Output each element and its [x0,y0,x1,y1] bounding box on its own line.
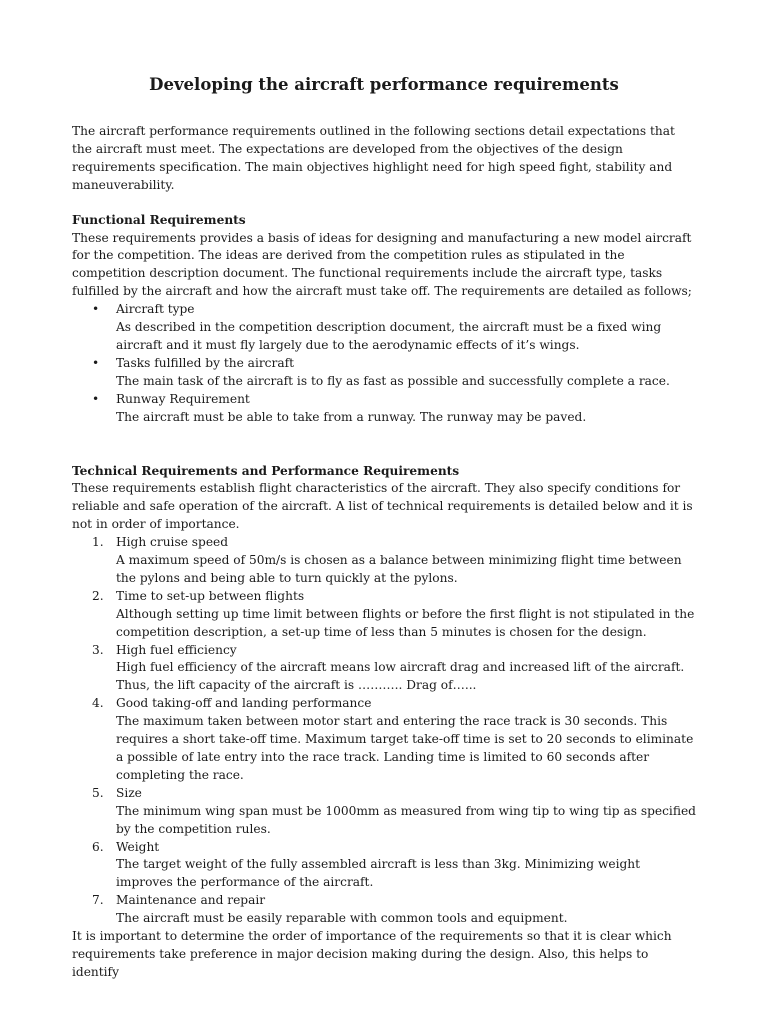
list-number: 7. [92,893,104,908]
functional-requirements-section [72,212,696,427]
list-number: 3. [92,642,104,657]
list-number: 1. [92,535,104,550]
technical-paragraph: These requirements establish flight characteristics of the aircraft. They also specify conditions for reliable and safe operation of the aircraft. A list of technical requirements is detailed below and it is not in order of importance. [72,481,693,532]
list-item [72,391,696,427]
list-item-description: The main task of the aircraft is to fly as fast as possible and successfully complete a race. [116,373,670,388]
technical-list [72,534,696,928]
page-title: Developing the aircraft performance requirements [149,75,619,94]
list-number: 4. [92,696,104,711]
list-item-label: High cruise speed [116,535,229,550]
list-item-label: Weight [116,839,160,854]
list-item [72,588,696,642]
list-item-label: Good taking-off and landing performance [116,696,372,711]
functional-paragraph: These requirements provides a basis of ideas for designing and manufacturing a new model aircraft for the competition. The ideas are derived from the competition rules as stipulated in the competition description document. The functional requirements include the aircraft type, tasks fulfilled by the aircraft and how the aircraft must take off. The requirements are detailed as follows; [72,230,692,299]
list-item [72,355,696,391]
list-item-label: Size [116,785,142,800]
list-item-description: Although setting up time limit between flights or before the first flight is not stipulated in the competition description, a set-up time of less than 5 minutes is chosen for the design. [116,606,695,639]
list-number: 2. [92,588,104,603]
functional-heading: Functional Requirements [72,212,246,227]
list-item-label: Aircraft type [116,302,195,317]
list-item [72,534,696,588]
list-item-label: Maintenance and repair [116,893,266,908]
list-item-label: Runway Requirement [116,391,250,406]
bullet-marker: • [92,302,100,317]
section-spacer [72,427,696,463]
list-item [72,839,696,893]
list-item-description: High fuel efficiency of the aircraft means low aircraft drag and increased lift of the aircraft. Thus, the lift capacity of the aircraft is ……….. Drag of…... [116,660,685,693]
list-item-description: The maximum taken between motor start and entering the race track is 30 seconds. This requires a short take-off time. Maximum target take-off time is set to 20 seconds to eliminate a possible of late entry into the race track. Landing time is limited to 60 seconds after completing the race. [116,714,694,782]
list-number: 5. [92,785,104,800]
list-item-label: Tasks fulfilled by the aircraft [116,355,294,370]
list-item-description: The target weight of the fully assembled aircraft is less than 3kg. Minimizing weight improves the performance of the aircraft. [116,857,641,890]
list-item-description: The aircraft must be easily reparable with common tools and equipment. [116,911,568,926]
technical-heading: Technical Requirements and Performance Requirements [72,463,460,478]
list-item [72,695,696,785]
list-item-description: The minimum wing span must be 1000mm as measured from wing tip to wing tip as specified by the competition rules. [116,803,696,836]
list-item [72,642,696,696]
list-item [72,301,696,355]
technical-requirements-section [72,463,696,982]
list-item [72,892,696,928]
list-item [72,785,696,839]
intro-paragraph: The aircraft performance requirements outlined in the following sections detail expectations that the aircraft must meet. The expectations are developed from the objectives of the design requirements specification. The main objectives highlight need for high speed fight, stability and maneuverability. [72,124,675,192]
list-item-label: High fuel efficiency [116,642,237,657]
list-item-description: A maximum speed of 50m/s is chosen as a balance between minimizing flight time between the pylons and being able to turn quickly at the pylons. [116,553,682,585]
list-item-label: Time to set-up between flights [116,588,305,603]
bullet-marker: • [92,391,100,406]
list-number: 6. [92,839,104,854]
bullet-marker: • [92,355,100,370]
list-item-description: The aircraft must be able to take from a runway. The runway may be paved. [116,409,587,424]
closing-paragraph: It is important to determine the order of importance of the requirements so that it is clear which requirements take preference in major decision making during the design. Also, this helps to identify [72,929,672,979]
functional-list [72,301,696,426]
list-item-description: As described in the competition description document, the aircraft must be a fixed wing aircraft and it must fly largely due to the aerodynamic effects of it’s wings. [116,320,662,352]
